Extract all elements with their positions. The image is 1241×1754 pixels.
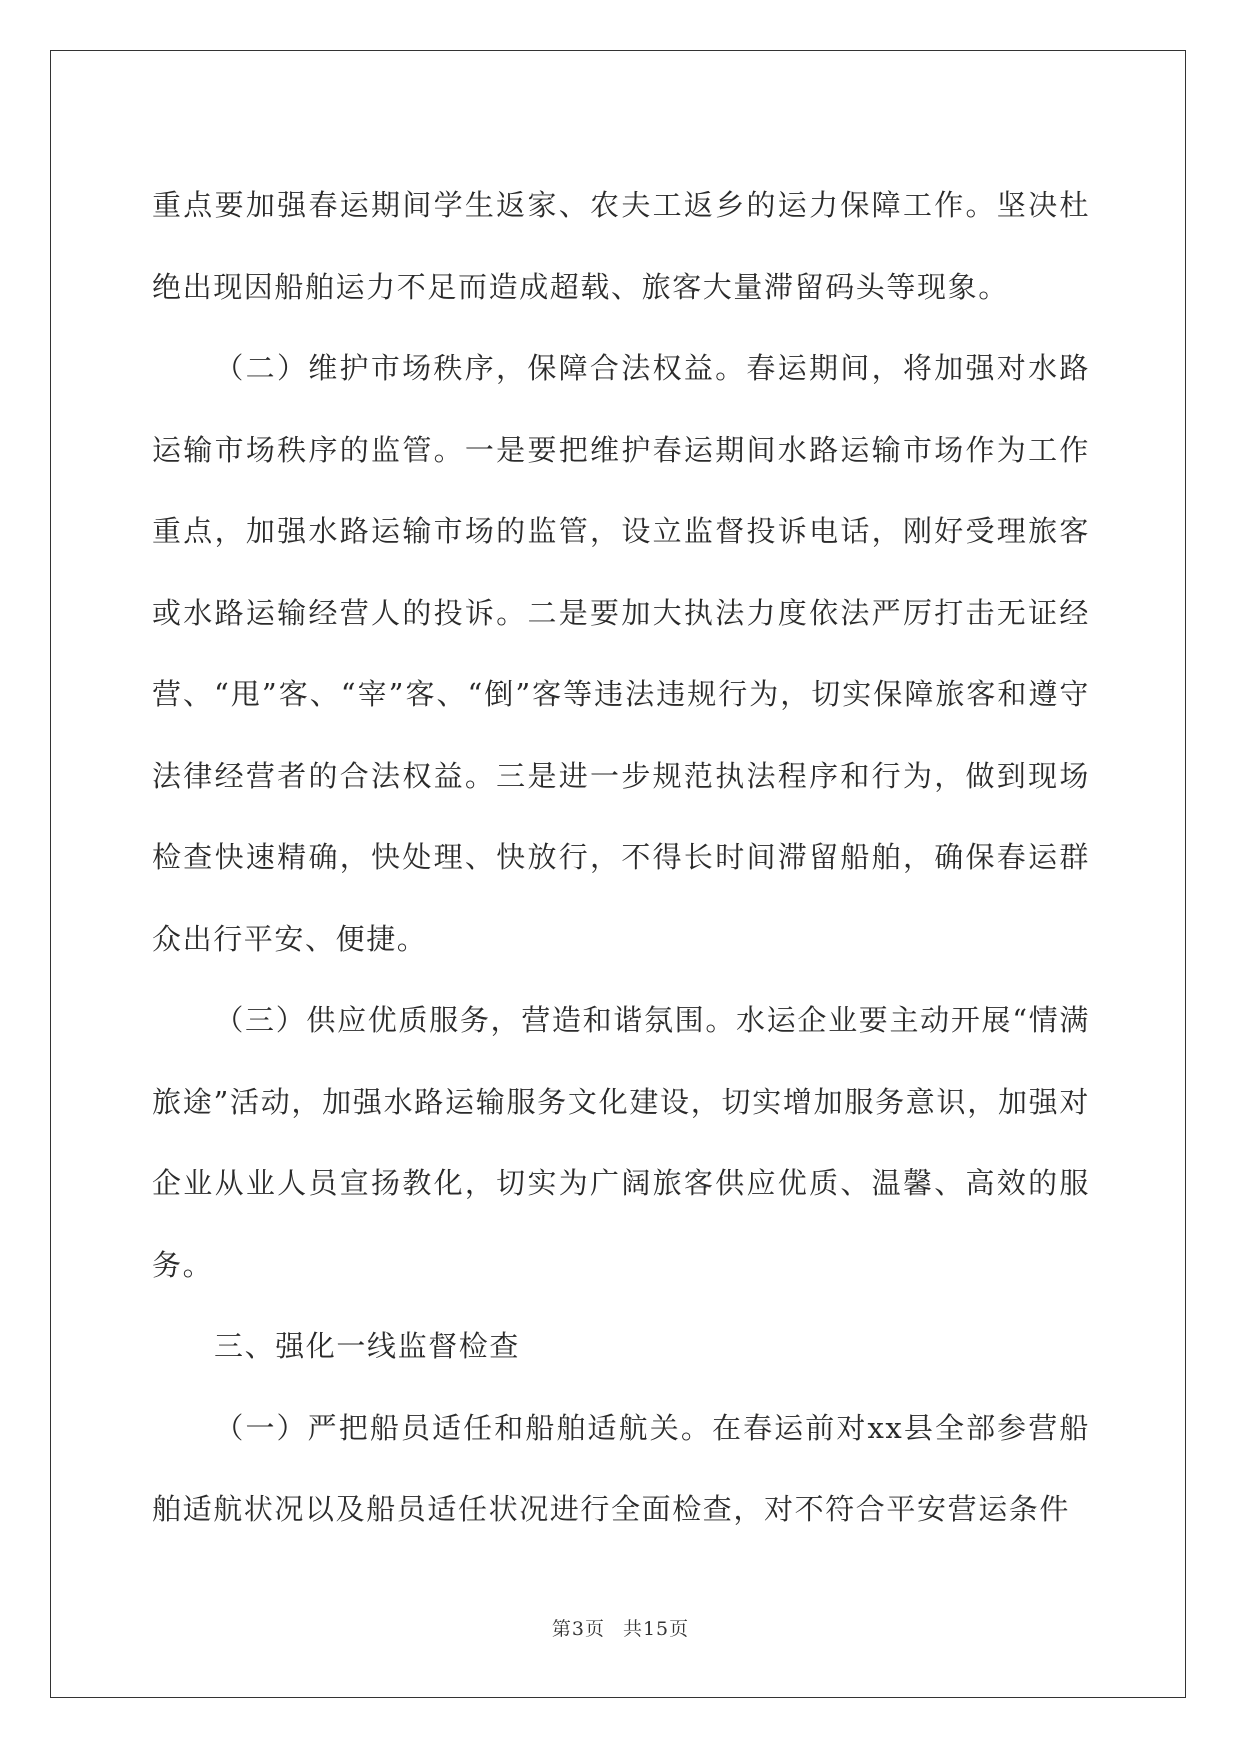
page-total: 共15页 <box>622 1618 690 1640</box>
page-footer <box>0 1614 1241 1641</box>
paragraph-crew-vessel-check: （一）严把船员适任和船舶适航关。在春运前对xx县全部参营船舶适航状况以及船员适任状况进行全面检查，对不符合平安营运条件 <box>152 1410 1090 1526</box>
section-heading: 三、强化一线监督检查 <box>214 1329 521 1363</box>
document-body <box>152 165 1090 1551</box>
paragraph-quality-service: （三）供应优质服务，营造和谐氛围。水运企业要主动开展“情满旅途”活动，加强水路运输服务文化建设，切实增加服务意识，加强对企业从业人员宣扬教化，切实为广阔旅客供应优质、温馨、高效的服务。 <box>152 1003 1090 1282</box>
page-number: 第3页 <box>551 1618 605 1640</box>
paragraph-market-order: （二）维护市场秩序，保障合法权益。春运期间，将加强对水路运输市场秩序的监管。一是要把维护春运期间水路运输市场作为工作重点，加强水路运输市场的监管，设立监督投诉电话，刚好受理旅客或水路运输经营人的投诉。二是要加大执法力度依法严厉打击无证经营、“甩”客、“宰”客、“倒”客等违法违规行为，切实保障旅客和遵守法律经营者的合法权益。三是进一步规范执法程序和行为，做到现场检查快速精确，快处理、快放行，不得长时间滞留船舶，确保春运群众出行平安、便捷。 <box>152 351 1090 956</box>
paragraph-continuation: 重点要加强春运期间学生返家、农夫工返乡的运力保障工作。坚决杜绝出现因船舶运力不足而造成超载、旅客大量滞留码头等现象。 <box>152 188 1090 304</box>
